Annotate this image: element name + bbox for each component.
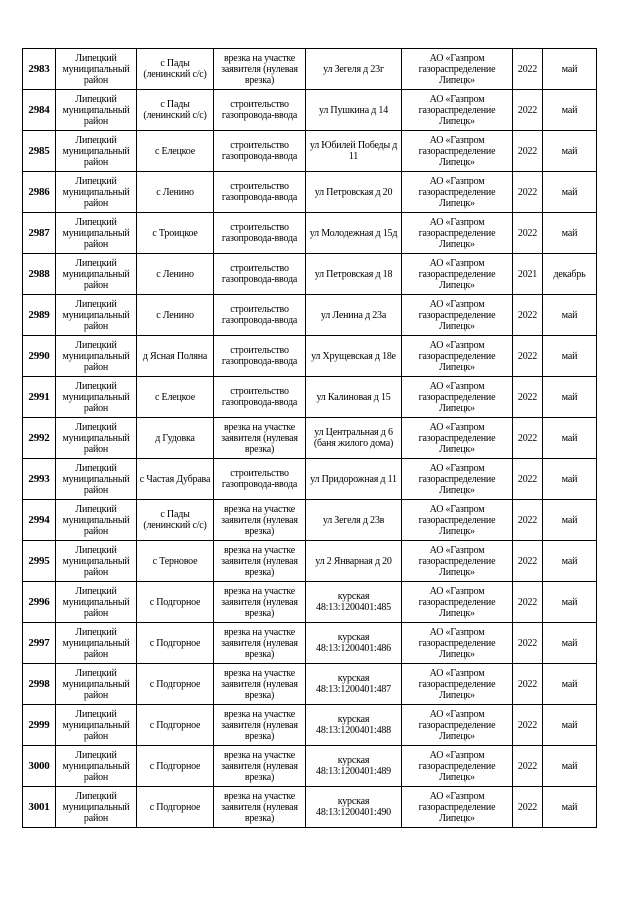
work-type-cell: строительство газопровода-ввода	[214, 213, 306, 254]
settlement-cell: с Елецкое	[137, 377, 214, 418]
district-cell: Липецкий муниципальный район	[56, 172, 137, 213]
work-type-cell: врезка на участке заявителя (нулевая врезка)	[214, 49, 306, 90]
year-cell: 2022	[513, 705, 543, 746]
address-cell: ул Петровская д 20	[306, 172, 402, 213]
month-cell: май	[543, 336, 597, 377]
table-row	[23, 295, 597, 336]
work-type-cell: строительство газопровода-ввода	[214, 459, 306, 500]
row-number: 2997	[23, 623, 56, 664]
address-cell: ул Зегеля д 23г	[306, 49, 402, 90]
row-number: 2989	[23, 295, 56, 336]
district-cell: Липецкий муниципальный район	[56, 746, 137, 787]
table-row	[23, 254, 597, 295]
district-cell: Липецкий муниципальный район	[56, 213, 137, 254]
row-number: 2990	[23, 336, 56, 377]
address-cell: ул Юбилей Победы д 11	[306, 131, 402, 172]
month-cell: декабрь	[543, 254, 597, 295]
table-row	[23, 459, 597, 500]
month-cell: май	[543, 746, 597, 787]
organization-cell: АО «Газпром газораспределение Липецк»	[402, 787, 513, 828]
district-cell: Липецкий муниципальный район	[56, 336, 137, 377]
organization-cell: АО «Газпром газораспределение Липецк»	[402, 500, 513, 541]
settlement-cell: с Подгорное	[137, 787, 214, 828]
district-cell: Липецкий муниципальный район	[56, 541, 137, 582]
organization-cell: АО «Газпром газораспределение Липецк»	[402, 295, 513, 336]
organization-cell: АО «Газпром газораспределение Липецк»	[402, 131, 513, 172]
year-cell: 2022	[513, 500, 543, 541]
table-row	[23, 377, 597, 418]
year-cell: 2022	[513, 418, 543, 459]
work-type-cell: врезка на участке заявителя (нулевая врезка)	[214, 623, 306, 664]
month-cell: май	[543, 377, 597, 418]
address-cell: курская 48:13:1200401:490	[306, 787, 402, 828]
table-row	[23, 131, 597, 172]
settlement-cell: с Ленино	[137, 295, 214, 336]
organization-cell: АО «Газпром газораспределение Липецк»	[402, 90, 513, 131]
month-cell: май	[543, 90, 597, 131]
row-number: 2998	[23, 664, 56, 705]
row-number: 2992	[23, 418, 56, 459]
table-row	[23, 582, 597, 623]
month-cell: май	[543, 131, 597, 172]
year-cell: 2022	[513, 623, 543, 664]
month-cell: май	[543, 664, 597, 705]
year-cell: 2022	[513, 90, 543, 131]
row-number: 2996	[23, 582, 56, 623]
year-cell: 2022	[513, 172, 543, 213]
district-cell: Липецкий муниципальный район	[56, 90, 137, 131]
settlement-cell: с Ленино	[137, 254, 214, 295]
month-cell: май	[543, 418, 597, 459]
month-cell: май	[543, 787, 597, 828]
organization-cell: АО «Газпром газораспределение Липецк»	[402, 623, 513, 664]
organization-cell: АО «Газпром газораспределение Липецк»	[402, 459, 513, 500]
row-number: 2987	[23, 213, 56, 254]
district-cell: Липецкий муниципальный район	[56, 705, 137, 746]
row-number: 3001	[23, 787, 56, 828]
address-cell: ул Петровская д 18	[306, 254, 402, 295]
month-cell: май	[543, 500, 597, 541]
row-number: 2999	[23, 705, 56, 746]
table-body	[23, 49, 597, 828]
row-number: 3000	[23, 746, 56, 787]
work-type-cell: врезка на участке заявителя (нулевая врезка)	[214, 664, 306, 705]
month-cell: май	[543, 172, 597, 213]
data-table	[22, 48, 597, 828]
year-cell: 2022	[513, 746, 543, 787]
row-number: 2991	[23, 377, 56, 418]
address-cell: ул Молодежная д 15д	[306, 213, 402, 254]
month-cell: май	[543, 541, 597, 582]
work-type-cell: строительство газопровода-ввода	[214, 336, 306, 377]
table-row	[23, 664, 597, 705]
work-type-cell: строительство газопровода-ввода	[214, 295, 306, 336]
month-cell: май	[543, 705, 597, 746]
work-type-cell: врезка на участке заявителя (нулевая врезка)	[214, 746, 306, 787]
work-type-cell: строительство газопровода-ввода	[214, 254, 306, 295]
organization-cell: АО «Газпром газораспределение Липецк»	[402, 336, 513, 377]
month-cell: май	[543, 49, 597, 90]
district-cell: Липецкий муниципальный район	[56, 664, 137, 705]
address-cell: ул Хрущевская д 18е	[306, 336, 402, 377]
year-cell: 2022	[513, 213, 543, 254]
month-cell: май	[543, 213, 597, 254]
year-cell: 2022	[513, 377, 543, 418]
settlement-cell: с Пады (ленинский с/с)	[137, 500, 214, 541]
address-cell: курская 48:13:1200401:485	[306, 582, 402, 623]
row-number: 2993	[23, 459, 56, 500]
organization-cell: АО «Газпром газораспределение Липецк»	[402, 254, 513, 295]
district-cell: Липецкий муниципальный район	[56, 459, 137, 500]
address-cell: курская 48:13:1200401:486	[306, 623, 402, 664]
address-cell: ул Центральная д 6 (баня жилого дома)	[306, 418, 402, 459]
district-cell: Липецкий муниципальный район	[56, 377, 137, 418]
district-cell: Липецкий муниципальный район	[56, 623, 137, 664]
work-type-cell: врезка на участке заявителя (нулевая врезка)	[214, 582, 306, 623]
settlement-cell: с Частая Дубрава	[137, 459, 214, 500]
year-cell: 2022	[513, 336, 543, 377]
year-cell: 2022	[513, 295, 543, 336]
district-cell: Липецкий муниципальный район	[56, 500, 137, 541]
row-number: 2984	[23, 90, 56, 131]
organization-cell: АО «Газпром газораспределение Липецк»	[402, 541, 513, 582]
table-row	[23, 746, 597, 787]
month-cell: май	[543, 582, 597, 623]
table-row	[23, 90, 597, 131]
organization-cell: АО «Газпром газораспределение Липецк»	[402, 418, 513, 459]
address-cell: ул 2 Январная д 20	[306, 541, 402, 582]
work-type-cell: строительство газопровода-ввода	[214, 131, 306, 172]
settlement-cell: с Троицкое	[137, 213, 214, 254]
row-number: 2995	[23, 541, 56, 582]
year-cell: 2022	[513, 664, 543, 705]
district-cell: Липецкий муниципальный район	[56, 295, 137, 336]
work-type-cell: строительство газопровода-ввода	[214, 172, 306, 213]
work-type-cell: врезка на участке заявителя (нулевая врезка)	[214, 787, 306, 828]
settlement-cell: с Подгорное	[137, 582, 214, 623]
address-cell: курская 48:13:1200401:489	[306, 746, 402, 787]
work-type-cell: врезка на участке заявителя (нулевая врезка)	[214, 705, 306, 746]
address-cell: ул Калиновая д 15	[306, 377, 402, 418]
table-row	[23, 705, 597, 746]
year-cell: 2022	[513, 131, 543, 172]
table-row	[23, 336, 597, 377]
table-row	[23, 418, 597, 459]
table-row	[23, 172, 597, 213]
year-cell: 2022	[513, 582, 543, 623]
month-cell: май	[543, 623, 597, 664]
organization-cell: АО «Газпром газораспределение Липецк»	[402, 213, 513, 254]
settlement-cell: с Елецкое	[137, 131, 214, 172]
work-type-cell: строительство газопровода-ввода	[214, 377, 306, 418]
month-cell: май	[543, 459, 597, 500]
settlement-cell: д Ясная Поляна	[137, 336, 214, 377]
district-cell: Липецкий муниципальный район	[56, 582, 137, 623]
work-type-cell: врезка на участке заявителя (нулевая врезка)	[214, 541, 306, 582]
settlement-cell: с Подгорное	[137, 705, 214, 746]
organization-cell: АО «Газпром газораспределение Липецк»	[402, 705, 513, 746]
address-cell: курская 48:13:1200401:488	[306, 705, 402, 746]
address-cell: ул Ленина д 23а	[306, 295, 402, 336]
address-cell: курская 48:13:1200401:487	[306, 664, 402, 705]
month-cell: май	[543, 295, 597, 336]
settlement-cell: д Гудовка	[137, 418, 214, 459]
row-number: 2988	[23, 254, 56, 295]
row-number: 2994	[23, 500, 56, 541]
organization-cell: АО «Газпром газораспределение Липецк»	[402, 746, 513, 787]
district-cell: Липецкий муниципальный район	[56, 787, 137, 828]
address-cell: ул Зегеля д 23в	[306, 500, 402, 541]
work-type-cell: строительство газопровода-ввода	[214, 90, 306, 131]
row-number: 2986	[23, 172, 56, 213]
district-cell: Липецкий муниципальный район	[56, 131, 137, 172]
district-cell: Липецкий муниципальный район	[56, 254, 137, 295]
settlement-cell: с Подгорное	[137, 664, 214, 705]
settlement-cell: с Подгорное	[137, 746, 214, 787]
work-type-cell: врезка на участке заявителя (нулевая врезка)	[214, 500, 306, 541]
settlement-cell: с Пады (ленинский с/с)	[137, 90, 214, 131]
row-number: 2985	[23, 131, 56, 172]
settlement-cell: с Ленино	[137, 172, 214, 213]
table-row	[23, 787, 597, 828]
address-cell: ул Придорожная д 11	[306, 459, 402, 500]
organization-cell: АО «Газпром газораспределение Липецк»	[402, 49, 513, 90]
organization-cell: АО «Газпром газораспределение Липецк»	[402, 582, 513, 623]
settlement-cell: с Пады (ленинский с/с)	[137, 49, 214, 90]
row-number: 2983	[23, 49, 56, 90]
district-cell: Липецкий муниципальный район	[56, 418, 137, 459]
settlement-cell: с Терновое	[137, 541, 214, 582]
year-cell: 2022	[513, 541, 543, 582]
address-cell: ул Пушкина д 14	[306, 90, 402, 131]
organization-cell: АО «Газпром газораспределение Липецк»	[402, 377, 513, 418]
year-cell: 2021	[513, 254, 543, 295]
organization-cell: АО «Газпром газораспределение Липецк»	[402, 664, 513, 705]
table-row	[23, 541, 597, 582]
year-cell: 2022	[513, 459, 543, 500]
table-row	[23, 623, 597, 664]
table-row	[23, 213, 597, 254]
table-row	[23, 49, 597, 90]
table-row	[23, 500, 597, 541]
work-type-cell: врезка на участке заявителя (нулевая врезка)	[214, 418, 306, 459]
district-cell: Липецкий муниципальный район	[56, 49, 137, 90]
year-cell: 2022	[513, 787, 543, 828]
year-cell: 2022	[513, 49, 543, 90]
organization-cell: АО «Газпром газораспределение Липецк»	[402, 172, 513, 213]
settlement-cell: с Подгорное	[137, 623, 214, 664]
